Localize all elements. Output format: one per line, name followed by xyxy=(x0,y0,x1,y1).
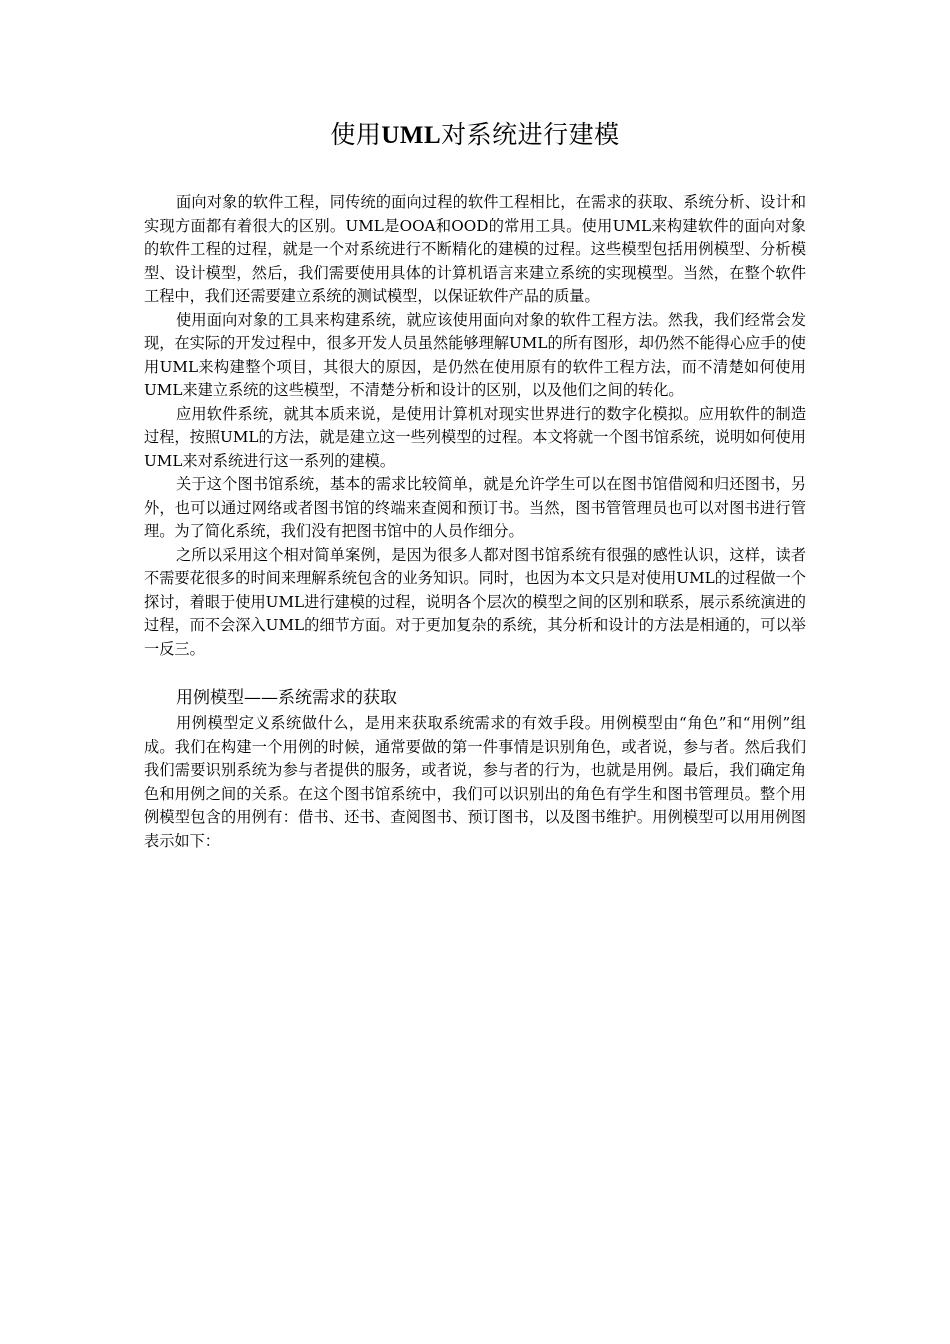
use-case-section xyxy=(144,685,806,853)
intro-paragraph-5: 之所以采用这个相对简单案例，是因为很多人都对图书馆系统有很强的感性认识，这样，读者不需要花很多的时间来理解系统包含的业务知识。同时，也因为本文只是对使用UML的过程做一个探讨，着眼于使用UML进行建模的过程，说明各个层次的模型之间的区别和联系，展示系统演进的过程，而不会深入UML的细节方面。对于更加复杂的系统，其分析和设计的方法是相通的，可以举一反三。 xyxy=(144,545,806,658)
intro-paragraph-2: 使用面向对象的工具来构建系统，就应该使用面向对象的软件工程方法。然我，我们经常会发现，在实际的开发过程中，很多开发人员虽然能够理解UML的所有图形，却仍然不能得心应手的使用UML来构建整个项目，其很大的原因，是仍然在使用原有的软件工程方法，而不清楚如何使用UML来建立系统的这些模型，不清楚分析和设计的区别，以及他们之间的转化。 xyxy=(144,310,806,399)
document-page xyxy=(144,118,806,853)
intro-paragraph-4: 关于这个图书馆系统，基本的需求比较简单，就是允许学生可以在图书馆借阅和归还图书，另外，也可以通过网络或者图书馆的终端来查阅和预订书。当然，图书管管理员也可以对图书进行管理。为了简化系统，我们没有把图书馆中的人员作细分。 xyxy=(144,475,806,540)
intro-section xyxy=(144,191,806,661)
section-paragraph-1: 用例模型定义系统做什么，是用来获取系统需求的有效手段。用例模型由“角色”和“用例”组成。我们在构建一个用例的时候，通常要做的第一件事情是识别角色，或者说，参与者。然后我们我们需要识别系统为参与者提供的服务，或者说，参与者的行为，也就是用例。最后，我们确定角色和用例之间的关系。在这个图书馆系统中，我们可以识别出的角色有学生和图书管理员。整个用例模型包含的用例有：借书、还书、查阅图书、预订图书，以及图书维护。用例模型可以用用例图表示如下： xyxy=(144,714,806,850)
section-heading: 用例模型——系统需求的获取 xyxy=(176,688,397,708)
title-prefix: 使用 xyxy=(330,120,382,149)
title-suffix: 对系统进行建模 xyxy=(441,120,620,149)
document-title xyxy=(144,118,806,153)
intro-paragraph-3: 应用软件系统，就其本质来说，是使用计算机对现实世界进行的数字化模拟。应用软件的制造过程，按照UML的方法，就是建立这一些列模型的过程。本文将就一个图书馆系统，说明如何使用UML来对系统进行这一系列的建模。 xyxy=(144,404,806,470)
title-uml: UML xyxy=(381,122,442,149)
intro-paragraph-1: 面向对象的软件工程，同传统的面向过程的软件工程相比，在需求的获取、系统分析、设计和实现方面都有着很大的区别。UML是OOA和OOD的常用工具。使用UML来构建软件的面向对象的软件工程的过程，就是一个对系统进行不断精化的建模的过程。这些模型包括用例模型、分析模型、设计模型，然后，我们需要使用具体的计算机语言来建立系统的实现模型。当然，在整个软件工程中，我们还需要建立系统的测试模型，以保证软件产品的质量。 xyxy=(144,193,806,305)
